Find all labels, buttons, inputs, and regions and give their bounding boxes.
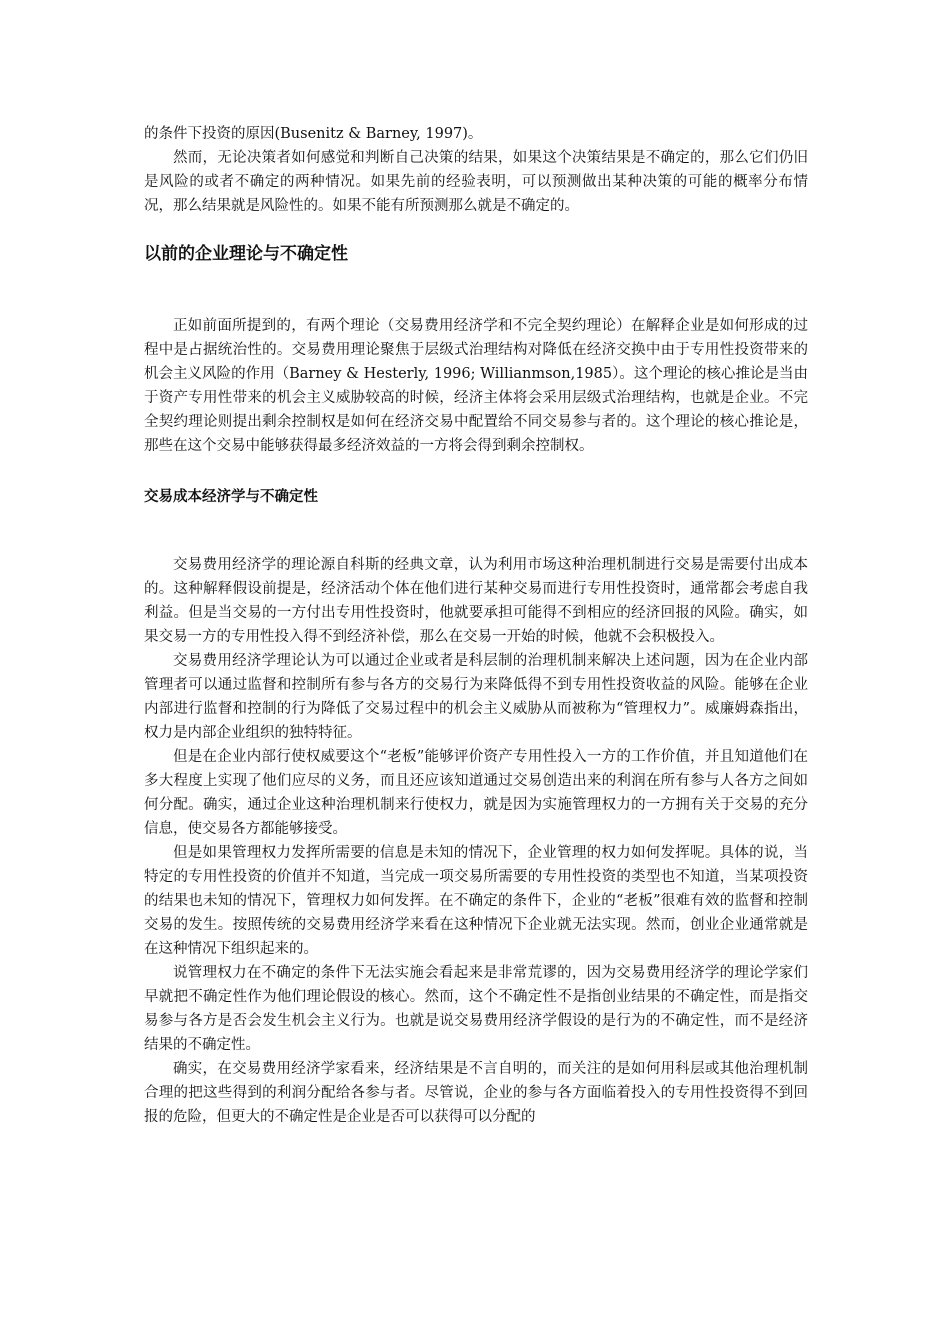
section-heading-firm-theory: 以前的企业理论与不确定性 (144, 244, 348, 264)
section2-paragraph: 交易费用经济学理论认为可以通过企业或者是科层制的治理机制来解决上述问题，因为在企业内部管理者可以通过监督和控制所有参与各方的交易行为来降低得不到专用性投资收益的风险。能够在企业内部进行监督和控制的行为降低了交易过程中的机会主义威胁从而被称为“管理权力”。威廉姆森指出，权力是内部企业组织的独特特征。 (144, 653, 808, 741)
section2-paragraph: 说管理权力在不确定的条件下无法实施会看起来是非常荒谬的，因为交易费用经济学的理论学家们早就把不确定性作为他们理论假设的核心。然而，这个不确定性不是指创业结果的不确定性，而是指交易参与各方是否会发生机会主义行为。也就是说交易费用经济学假设的是行为的不确定性，而不是经济结果的不确定性。 (144, 965, 808, 1053)
section1-paragraph: 正如前面所提到的，有两个理论（交易费用经济学和不完全契约理论）在解释企业是如何形成的过程中是占据统治性的。交易费用理论聚焦于层级式治理结构对降低在经济交换中由于专用性投资带来的机会主义风险的作用（Barney & Hesterly, 1996; Willianmson,1985）。这个理论的核心推论是当由于资产专用性带来的机会主义威胁较高的时候，经济主体将会采用层级式治理结构，也就是企业。不完全契约理论则提出剩余控制权是如何在经济交易中配置给不同交易参与者的。这个理论的核心推论是，那些在这个交易中能够获得最多经济效益的一方将会得到剩余控制权。 (144, 318, 808, 454)
section2-paragraph: 但是如果管理权力发挥所需要的信息是未知的情况下，企业管理的权力如何发挥呢。具体的说，当特定的专用性投资的价值并不知道，当完成一项交易所需要的专用性投资的类型也不知道，当某项投资的结果也未知的情况下，管理权力如何发挥。在不确定的条件下，企业的“老板”很难有效的监督和控制交易的发生。按照传统的交易费用经济学来看在这种情况下企业就无法实现。然而，创业企业通常就是在这种情况下组织起来的。 (144, 845, 808, 957)
section2-paragraph: 交易费用经济学的理论源自科斯的经典文章，认为利用市场这种治理机制进行交易是需要付出成本的。这种解释假设前提是，经济活动个体在他们进行某种交易而进行专用性投资时，通常都会考虑自我利益。但是当交易的一方付出专用性投资时，他就要承担可能得不到相应的经济回报的风险。确实，如果交易一方的专用性投入得不到经济补偿，那么在交易一开始的时候，他就不会积极投入。 (144, 557, 808, 645)
section-heading-transaction-cost: 交易成本经济学与不确定性 (144, 489, 318, 505)
section2-paragraph: 确实，在交易费用经济学家看来，经济结果是不言自明的，而关注的是如何用科层或其他治理机制合理的把这些得到的利润分配给各参与者。尽管说，企业的参与各方面临着投入的专用性投资得不到回报的危险，但更大的不确定性是企业是否可以获得可以分配的 (144, 1061, 808, 1125)
section2-paragraph: 但是在企业内部行使权威要这个“老板”能够评价资产专用性投入一方的工作价值，并且知道他们在多大程度上实现了他们应尽的义务，而且还应该知道通过交易创造出来的利润在所有参与人各方之间如何分配。确实，通过企业这种治理机制来行使权力，就是因为实施管理权力的一方拥有关于交易的充分信息，使交易各方都能够接受。 (144, 749, 808, 837)
intro-paragraph-continued: 的条件下投资的原因(Busenitz & Barney, 1997)。 (144, 126, 483, 142)
intro-paragraph-risk: 然而，无论决策者如何感觉和判断自己决策的结果，如果这个决策结果是不确定的，那么它们仍旧是风险的或者不确定的两种情况。如果先前的经验表明，可以预测做出某种决策的可能的概率分布情况，那么结果就是风险性的。如果不能有所预测那么就是不确定的。 (144, 150, 808, 214)
document-body (144, 122, 808, 1129)
